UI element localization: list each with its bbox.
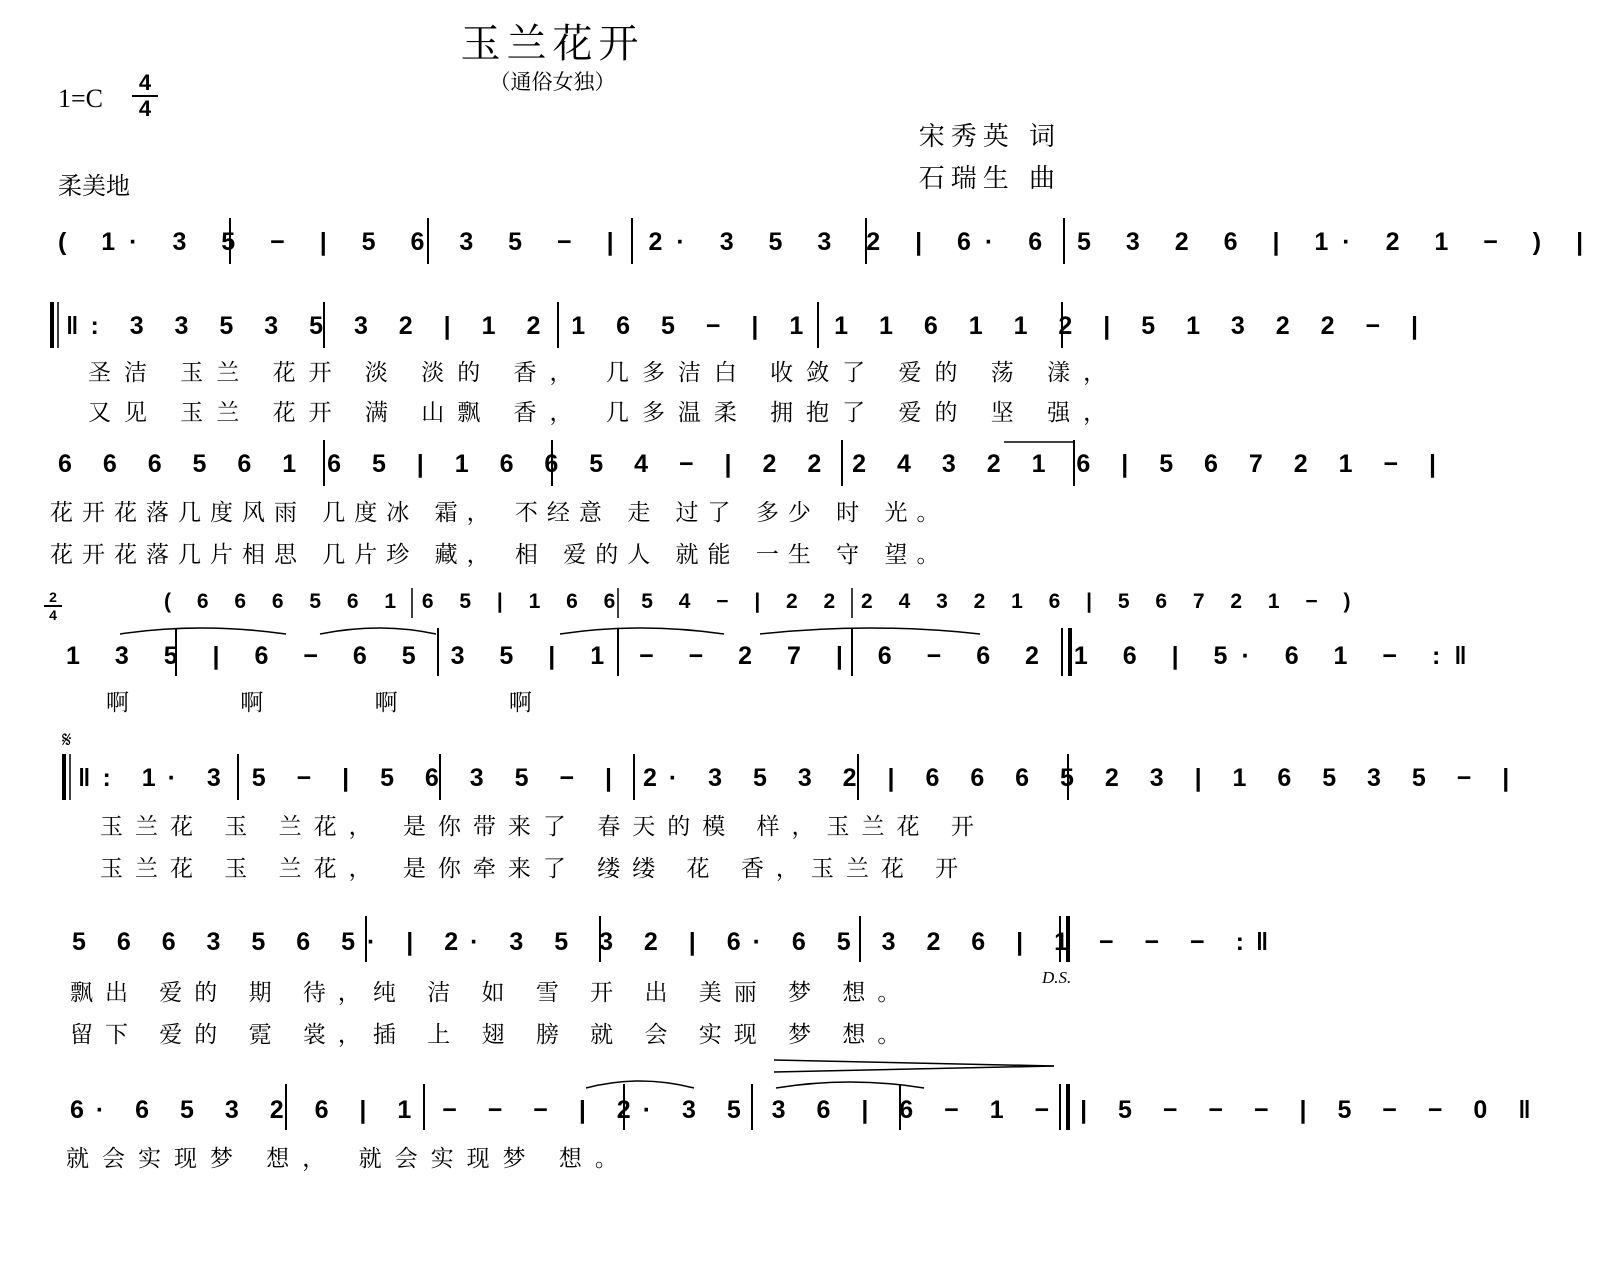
system-1-notes: ( 1· 3 5 − | 5 6 3 5 − | 2· 3 5 3 2 | 6· 6 5 3 2 6 | 1· 2 1 − ) | [58, 228, 1597, 256]
system-5-lyric-verse-2: 玉兰花 玉 兰花， 是你牵来了 缕缕 花 香，玉兰花 开 [100, 856, 971, 882]
time-signature-lower: 4 [138, 96, 152, 121]
system-3-lyric-verse-1: 花开花落几度风雨 几度冰 霜， 不经意 走 过了 多少 时 光。 [50, 500, 949, 526]
system-4-lyric: 啊 啊 啊 啊 [106, 690, 584, 716]
system-5-notes: ‖: 1· 3 5 − | 5 6 3 5 − | 2· 3 5 3 2 | 6 6 6 5 2 3 | 1 6 5 3 5 − | [78, 764, 1522, 792]
system-3 [0, 436, 1448, 568]
system-2-lyric-verse-2: 又见 玉兰 花开 满 山飘 香， 几多温柔 拥抱了 爱的 坚 强， [88, 400, 1120, 426]
system-1 [0, 214, 1597, 270]
dal-segno-marking: D.S. [1042, 968, 1072, 987]
system-4 [0, 584, 1481, 716]
lyricist-credit: 宋秀英 词 [918, 122, 1061, 152]
song-subtitle: （通俗女独） [489, 70, 616, 94]
song-title: 玉兰花开 [460, 21, 645, 67]
system-3-lyric-verse-2: 花开花落几片相思 几片珍 藏， 相 爱的人 就能 一生 守 望。 [50, 542, 949, 568]
system-4-notes: 1 3 5 | 6 − 6 5 3 5 | 1 − − 2 7 | 6 − 6 2 1 6 | 5· 6 1 − :‖ [66, 642, 1481, 670]
system-6-lyric-verse-2: 留下 爱的 霓 裳，插 上 翅 膀 就 会 实现 梦 想。 [70, 1022, 913, 1048]
system-4-time-lower: 4 [49, 607, 57, 623]
system-2-lyric-verse-1: 圣洁 玉兰 花开 淡 淡的 香， 几多洁白 收敛了 爱的 荡 漾， [88, 360, 1120, 386]
system-7-lyric: 就会实现梦 想， 就会实现梦 想。 [66, 1146, 631, 1172]
system-6 [0, 906, 1281, 1048]
segno-sign: 𝄋 [62, 728, 72, 753]
system-7-notes: 6· 6 5 3 2 6 | 1 − − − | 2· 3 5 3 6 | 6 − 1 − | 5 − − − | 5 − − 0 ‖ [70, 1096, 1543, 1124]
system-2-notes: ‖: 3 3 5 3 5 3 2 | 1 2 1 6 5 − | 1 1 1 6 1 1 2 | 5 1 3 2 2 − | [66, 312, 1431, 340]
time-signature-upper: 4 [138, 70, 152, 95]
system-5 [0, 728, 1522, 882]
time-signature [132, 72, 158, 120]
system-7 [0, 1060, 1543, 1180]
system-4-accompaniment-notes: ( 6 6 6 5 6 1 6 5 | 1 6 6 5 4 − | 2 2 2 4 3 2 1 6 | 5 6 7 2 1 − ) [164, 590, 1361, 613]
system-6-notes: 5 6 6 3 5 6 5· | 2· 3 5 3 2 | 6· 6 5 3 2 6 | 1 − − − :‖ [72, 928, 1281, 956]
system-4-time-upper: 2 [49, 589, 57, 605]
tempo-marking: 柔美地 [58, 172, 130, 200]
composer-credit: 石瑞生 曲 [918, 164, 1061, 194]
system-2 [0, 298, 1431, 426]
system-6-lyric-verse-1: 飘出 爱的 期 待，纯 洁 如 雪 开 出 美丽 梦 想。 [70, 980, 913, 1006]
system-5-lyric-verse-1: 玉兰花 玉 兰花， 是你带来了 春天的模 样，玉兰花 开 [100, 814, 986, 840]
key-signature: 1=C [58, 84, 104, 113]
system-3-notes: 6 6 6 5 6 1 6 5 | 1 6 6 5 4 − | 2 2 2 4 3 2 1 6 | 5 6 7 2 1 − | [58, 450, 1448, 478]
